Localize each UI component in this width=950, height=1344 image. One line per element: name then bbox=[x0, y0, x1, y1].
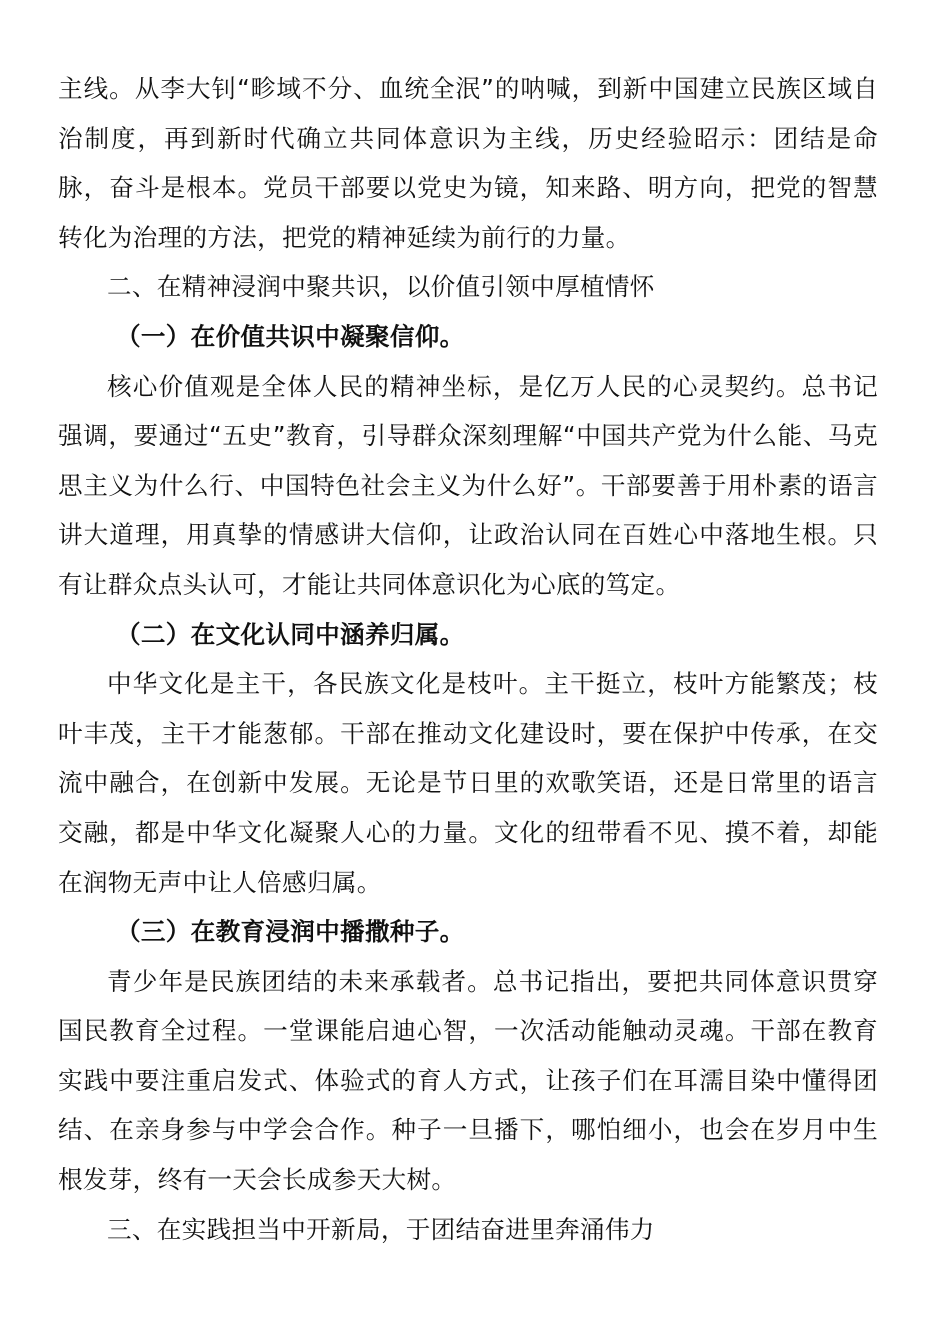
paragraph-youth-education: 青少年是民族团结的未来承载者。总书记指出，要把共同体意识贯穿国民教育全过程。一堂课能启迪心智，一次活动能触动灵魂。干部在教育实践中要注重启发式、体验式的育人方式，让孩子们在耳濡目染中懂得团结、在亲身参与中学会合作。种子一旦播下，哪怕细小，也会在岁月中生根发芽，终有一天会长成参天大树。 bbox=[58, 966, 878, 1195]
subheading-cultural-identity: （二）在文化认同中涵养归属。 bbox=[116, 619, 465, 649]
paragraph-core-values: 核心价值观是全体人民的精神坐标，是亿万人民的心灵契约。总书记强调，要通过“五史”教育，引导群众深刻理解“中国共产党为什么能、马克思主义为什么行、中国特色社会主义为什么好”。干部要善于用朴素的语言讲大道理，用真挚的情感讲大信仰，让政治认同在百姓心中落地生根。只有让群众点头认可，才能让共同体意识化为心底的笃定。 bbox=[58, 371, 878, 599]
paragraph-chinese-culture: 中华文化是主干，各民族文化是枝叶。主干挺立，枝叶方能繁茂；枝叶丰茂，主干才能葱郁。干部在推动文化建设时，要在保护中传承，在交流中融合，在创新中发展。无论是节日里的欢歌笑语，还是日常里的语言交融，都是中华文化凝聚人心的力量。文化的纽带看不见、摸不着，却能在润物无声中让人倍感归属。 bbox=[58, 669, 878, 897]
subheading-value-consensus: （一）在价值共识中凝聚信仰。 bbox=[116, 321, 465, 351]
section-heading-2: 二、在精神浸润中聚共识，以价值引领中厚植情怀 bbox=[107, 272, 655, 302]
paragraph-history-continuation: 主线。从李大钊“畛域不分、血统全泯”的呐喊，到新中国建立民族区域自治制度，再到新时代确立共同体意识为主线，历史经验昭示：团结是命脉，奋斗是根本。党员干部要以党史为镜，知来路、明方向，把党的智慧转化为治理的方法，把党的精神延续为前行的力量。 bbox=[58, 74, 878, 252]
section-heading-3: 三、在实践担当中开新局，于团结奋进里奔涌伟力 bbox=[107, 1214, 655, 1244]
subheading-education: （三）在教育浸润中播撒种子。 bbox=[116, 917, 465, 947]
document-page bbox=[58, 64, 878, 1254]
